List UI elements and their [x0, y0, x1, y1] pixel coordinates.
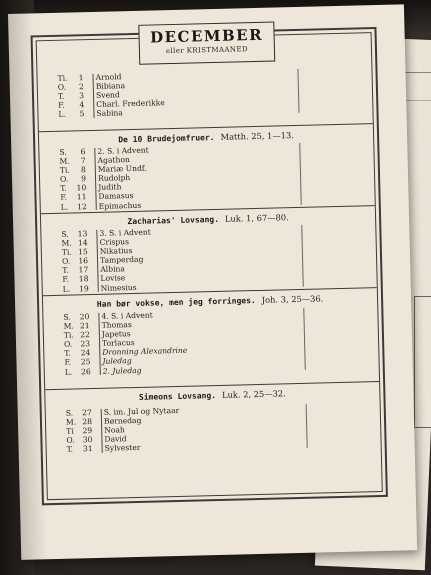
day-number: 3 — [79, 91, 85, 101]
name-day: David — [104, 434, 127, 445]
name-day: Juledag — [102, 356, 132, 367]
weekday-abbr: F. — [60, 193, 68, 203]
scripture-reference: Matth. 25, 1—13. — [220, 130, 294, 142]
notes-rule — [303, 308, 306, 370]
name-day: Judith — [98, 182, 122, 193]
week-heading — [41, 210, 375, 228]
scripture-reference: Luk. 2, 25—32. — [221, 388, 286, 400]
month-title-box — [138, 21, 275, 64]
day-number: 15 — [78, 247, 88, 257]
name-day: S. im. Jul og Nytaar — [103, 405, 180, 417]
day-list — [57, 72, 165, 120]
weekday-abbr: Ti — [66, 426, 74, 436]
weekday-abbr: S. — [63, 312, 71, 322]
weekday-abbr: M. — [59, 156, 70, 166]
page-border — [31, 27, 388, 505]
weekday-abbr: O. — [63, 339, 73, 350]
name-day: Nimesius — [100, 282, 137, 293]
name-day: Agathon — [97, 155, 130, 165]
week-block — [43, 287, 379, 389]
gospel-title: De 10 Brudejomfruer. — [118, 132, 215, 145]
weekday-abbr: O. — [57, 82, 67, 92]
notes-rule — [306, 404, 308, 448]
day-number: 20 — [79, 312, 90, 322]
scripture-reference: Joh. 3, 25—36. — [261, 293, 324, 305]
name-day: Tamperdag — [99, 255, 144, 266]
weekday-abbr: Ti. — [59, 165, 70, 175]
gospel-title: Zacharias' Lovsang. — [127, 214, 220, 227]
weekday-abbr: T. — [64, 348, 71, 359]
week-block — [37, 59, 372, 131]
day-number: 28 — [82, 417, 93, 427]
weekday-abbr: T. — [62, 265, 69, 276]
weekday-abbr: T. — [60, 183, 67, 194]
page-inner-border — [36, 25, 383, 500]
column-rule — [94, 148, 97, 210]
weekday-abbr: L. — [64, 367, 73, 377]
day-number: 10 — [76, 183, 87, 193]
notes-rule — [299, 143, 302, 205]
name-day: Sabina — [96, 108, 124, 119]
weekday-abbr: O. — [61, 256, 71, 267]
name-day: Torlacus — [101, 338, 135, 349]
week-block — [41, 205, 377, 295]
name-day: Thomas — [101, 320, 132, 330]
day-number: 6 — [80, 147, 86, 157]
weekday-abbr: S. — [65, 408, 74, 418]
day-number: 11 — [76, 192, 87, 202]
day-number: 23 — [80, 339, 91, 349]
day-number: 26 — [80, 366, 91, 376]
weekday-abbr: S. — [61, 229, 69, 239]
name-day: Mariæ Undf. — [97, 163, 147, 175]
day-row — [66, 443, 141, 455]
day-number: 25 — [80, 357, 91, 367]
name-day: Noah — [104, 425, 125, 435]
day-number: 30 — [82, 435, 93, 445]
column-rule — [101, 409, 103, 453]
day-row — [58, 108, 124, 120]
name-day: 3. S. i Advent — [99, 227, 151, 238]
week-block — [45, 381, 381, 495]
weekday-abbr: F. — [64, 358, 72, 368]
weekday-abbr: M. — [61, 238, 72, 248]
column-rule — [96, 230, 99, 292]
weekday-abbr: F. — [62, 275, 70, 285]
day-number: 8 — [80, 165, 86, 175]
notes-rule — [297, 69, 299, 113]
day-row — [62, 282, 137, 294]
weekday-abbr: Ti. — [57, 73, 68, 83]
name-day: 2. S. i Advent — [97, 145, 149, 156]
name-day: Epimachus — [98, 200, 142, 211]
day-number: 13 — [77, 229, 88, 239]
name-day: Damasus — [98, 191, 134, 202]
name-day: Crispus — [99, 237, 130, 247]
name-day: 2. Juledag — [102, 365, 142, 376]
day-number: 18 — [78, 274, 89, 284]
day-list — [61, 227, 151, 294]
day-number: 9 — [81, 174, 87, 184]
day-number: 22 — [80, 330, 90, 340]
name-day: Bibiana — [95, 81, 126, 91]
day-number: 7 — [80, 156, 86, 166]
gospel-title: Simeons Lovsang. — [138, 391, 217, 402]
day-number: 17 — [78, 265, 89, 275]
weekday-abbr: M. — [65, 417, 77, 427]
week-heading — [45, 386, 379, 404]
name-day: Rudolph — [97, 173, 131, 184]
week-block — [39, 123, 375, 213]
calendar-page — [8, 4, 417, 560]
day-number: 27 — [81, 408, 92, 418]
day-number: 31 — [82, 444, 93, 454]
name-day: 4. S. i Advent — [101, 310, 153, 321]
day-list — [63, 310, 188, 377]
scripture-reference: Luk. 1, 67—80. — [224, 212, 289, 224]
column-rule — [98, 313, 101, 375]
week-heading — [43, 292, 377, 310]
day-list — [59, 145, 149, 212]
day-number: 12 — [76, 201, 87, 211]
day-row — [64, 365, 142, 377]
weekday-abbr: M. — [63, 321, 74, 331]
name-day: Charl. Frederikke — [96, 98, 165, 110]
weekday-abbr: T. — [66, 444, 74, 455]
name-day: Svend — [95, 90, 120, 101]
name-day: Lovise — [100, 273, 126, 284]
weekday-abbr: O. — [59, 174, 69, 185]
day-number: 16 — [78, 256, 89, 266]
name-day: Arnold — [95, 72, 122, 82]
weekday-abbr: Ti. — [61, 247, 72, 257]
day-number: 1 — [78, 73, 84, 83]
notes-rule — [301, 225, 304, 287]
name-day: Nikatius — [99, 246, 133, 257]
gospel-title: Han bør vokse, men jeg forringes. — [96, 296, 256, 309]
day-number: 24 — [80, 348, 91, 358]
day-number: 19 — [78, 283, 89, 293]
weekday-abbr: L. — [62, 284, 71, 294]
day-number: 2 — [78, 82, 84, 92]
weekday-abbr: T. — [57, 91, 65, 101]
column-rule — [92, 74, 94, 118]
facing-page-frame — [414, 296, 431, 428]
day-number: 29 — [82, 426, 93, 436]
weekday-abbr: L. — [58, 109, 67, 120]
day-number: 5 — [79, 109, 85, 119]
day-number: 21 — [79, 321, 90, 331]
weekday-abbr: L. — [60, 202, 69, 212]
weekday-abbr: O. — [66, 435, 75, 445]
name-day: Børnedag — [103, 415, 142, 426]
day-number: 4 — [79, 100, 85, 110]
month-subtitle: eller KRISTMAANED — [165, 45, 249, 56]
weekday-abbr: F. — [58, 100, 65, 111]
week-heading — [39, 128, 373, 146]
day-row — [60, 200, 142, 212]
name-day: Dronning Alexandrine — [102, 346, 188, 358]
day-number: 14 — [77, 238, 88, 248]
name-day: Albina — [100, 264, 126, 275]
day-list — [65, 405, 180, 455]
name-day: Sylvester — [104, 443, 141, 454]
name-day: Japetus — [101, 329, 131, 339]
weekday-abbr: S. — [59, 147, 67, 157]
weekday-abbr: Ti. — [63, 330, 74, 340]
month-title: DECEMBER — [149, 25, 264, 47]
